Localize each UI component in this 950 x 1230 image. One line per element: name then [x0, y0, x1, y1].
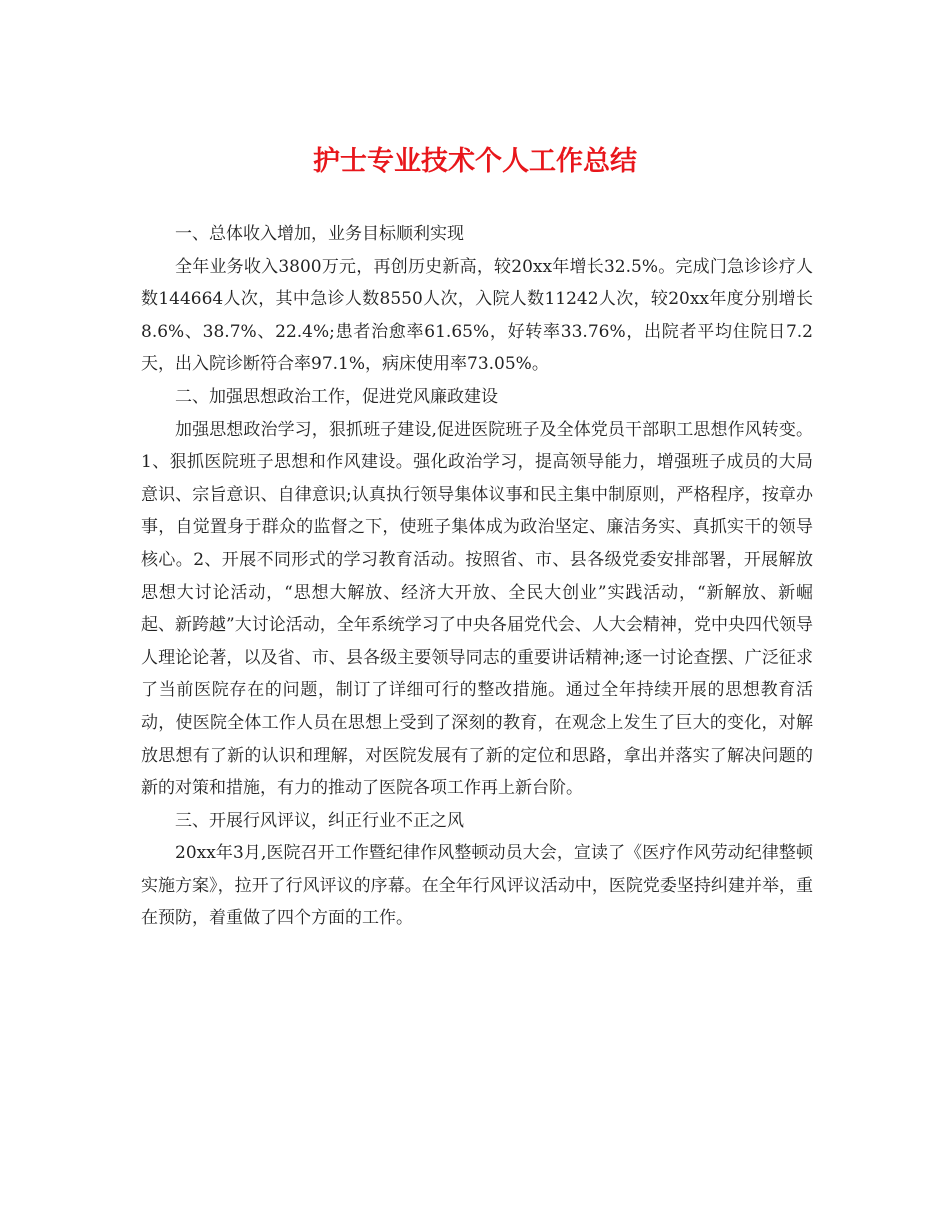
document-body — [141, 218, 813, 935]
section-heading: 一、总体收入增加，业务目标顺利实现 — [175, 224, 464, 244]
body-paragraph: 全年业务收入3800万元，再创历史新高，较20xx年增长32.5%。完成门急诊诊疗人数144664人次，其中急诊人数8550人次，入院人数11242人次，较20xx年度分别增长8.6%、38.7%、22.4%;患者治愈率61.65%，好转率33.76%，出院者平均住院日7.2天，出入院诊断符合率97.1%，病床使用率73.05%。 — [141, 256, 813, 375]
document-title: 护士专业技术个人工作总结 — [313, 146, 637, 177]
body-paragraph: 加强思想政治学习，狠抓班子建设,促进医院班子及全体党员干部职工思想作风转变。1、狠抓医院班子思想和作风建设。强化政治学习，提高领导能力，增强班子成员的大局意识、宗旨意识、自律意识;认真执行领导集体议事和民主集中制原则，严格程序，按章办事，自觉置身于群众的监督之下，使班子集体成为政治坚定、廉洁务实、真抓实干的领导核心。2、开展不同形式的学习教育活动。按照省、市、县各级党委安排部署，开展解放思想大讨论活动，“思想大解放、经济大开放、全民大创业”实践活动，“新解放、新崛起、新跨越”大讨论活动，全年系统学习了中央各届党代会、人大会精神，党中央四代领导人理论论著，以及省、市、县各级主要领导同志的重要讲话精神;逐一讨论查摆、广泛征求了当前医院存在的问题，制订了详细可行的整改措施。通过全年持续开展的思想教育活动，使医院全体工作人员在思想上受到了深刻的教育，在观念上发生了巨大的变化，对解放思想有了新的认识和理解，对医院发展有了新的定位和思路，拿出并落实了解决问题的新的对策和措施，有力的推动了医院各项工作再上新台阶。 — [141, 419, 813, 799]
section-heading: 二、加强思想政治工作，促进党风廉政建设 — [175, 386, 498, 407]
section-heading: 三、开展行风评议，纠正行业不正之风 — [175, 810, 464, 831]
body-paragraph: 20xx年3月,医院召开工作暨纪律作风整顿动员大会，宣读了《医疗作风劳动纪律整顿实施方案》，拉开了行风评议的序幕。在全年行风评议活动中，医院党委坚持纠建并举，重在预防，着重做了四个方面的工作。 — [141, 843, 813, 929]
